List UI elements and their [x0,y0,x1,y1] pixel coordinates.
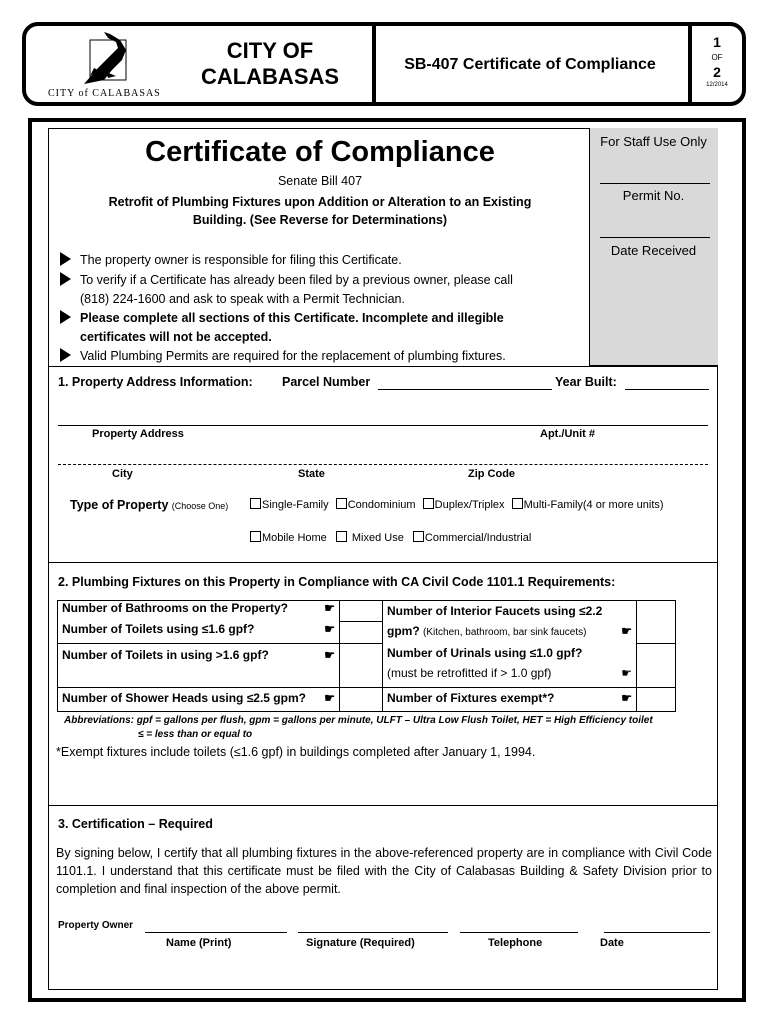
city-state-zip-field[interactable] [58,464,708,465]
certification-text: By signing below, I certify that all plumbing fixtures in the above-referenced property are in compliance with Civil Code 1101.1. I understand that this certificate must be filed with the City of Calabasas Building & Safety Division prior to completion and final inspection of the above permit. [56,846,712,896]
property-type-row [70,498,228,512]
city-name [180,38,360,90]
multi-family-label: Multi-Family(4 or more units) [523,499,664,511]
city-name-line2: CALABASAS [200,64,340,89]
parcel-number-field[interactable] [378,389,552,390]
duplex-triplex-checkbox[interactable] [423,498,434,509]
commercial-industrial-label: Commercial/Industrial [424,532,532,544]
mobile-home-label: Mobile Home [262,532,327,544]
pointing-hand-icon: ☛ [324,647,335,662]
permit-number-label: Permit No. [622,188,685,203]
toilets-low-label: Number of Toilets using ≤1.6 gpf? [62,621,255,636]
name-print-label: Name (Print) [166,937,232,949]
property-type-label: Type of Property [70,498,169,512]
property-owner-label: Property Owner [58,920,134,931]
faucets-label: Number of Interior Faucets using ≤2.2 [387,604,603,618]
urinals-field[interactable] [637,643,676,687]
section-divider [48,366,718,367]
toilets-high-label: Number of Toilets in using >1.6 gpf? [62,647,269,662]
urinals-hint: (must be retrofitted if > 1.0 gpf) [387,666,552,680]
header-divider [372,26,376,102]
pointing-hand-icon: ☛ [324,601,335,615]
bullet-item [60,309,580,327]
telephone-label: Telephone [488,937,543,949]
owner-name-field[interactable] [145,932,287,933]
multi-family-checkbox[interactable] [512,498,523,509]
commercial-industrial-checkbox[interactable] [413,531,424,542]
single-family-label: Single-Family [262,499,329,511]
certificate-subtitle [80,193,560,229]
property-address-field[interactable] [58,425,708,426]
subtitle-line2: Building. (See Reverse for Determinations) [192,213,448,227]
property-address-label: Property Address [92,428,184,440]
exempt-field[interactable] [637,687,676,711]
state-label: State [298,468,325,480]
page-number: 1 [713,34,721,50]
property-type-hint: (Choose One) [171,501,229,511]
toilets-high-field[interactable] [340,643,383,687]
bullet-text: Valid Plumbing Permits are required for the replacement of plumbing fixtures. [80,349,506,363]
bullet-text: To verify if a Certificate has already been filed by a previous owner, please call [80,273,513,287]
bullet-arrow-icon [60,252,71,266]
section-divider [48,805,718,806]
pointing-hand-icon: ☛ [621,666,632,680]
urinals-label: Number of Urinals using ≤1.0 gpf? [387,646,583,660]
faucets-field[interactable] [637,601,676,644]
duplex-triplex-label: Duplex/Triplex [434,499,505,511]
pointing-hand-icon: ☛ [324,621,335,636]
parcel-number-label: Parcel Number [282,375,371,389]
property-type-options [250,498,664,511]
page-of: OF [711,53,723,62]
bullet-continuation: certificates will not be accepted. [80,330,272,344]
single-family-checkbox[interactable] [250,498,261,509]
senate-bill: Senate Bill 407 [277,174,363,188]
shower-heads-label: Number of Shower Heads using ≤2.5 gpm? [62,690,306,705]
section2-heading: 2. Plumbing Fixtures on this Property in Compliance with CA Civil Code 1101.1 Requirements: [58,575,616,589]
year-built-label: Year Built: [555,375,617,389]
apt-unit-label: Apt./Unit # [540,428,595,440]
exempt-label: Number of Fixtures exempt*? [387,690,555,705]
page-total: 2 [713,64,721,80]
staff-use-title: For Staff Use Only [600,134,707,149]
year-built-field[interactable] [625,389,709,390]
exempt-fixtures-note: *Exempt fixtures include toilets (≤1.6 gpf) in buildings completed after January 1, 1994. [56,745,536,759]
pointing-hand-icon: ☛ [324,690,335,705]
section1-heading: 1. Property Address Information: [58,375,253,389]
bullet-text: The property owner is responsible for filing this Certificate. [80,253,402,267]
bullet-item [60,271,580,289]
bullet-text: Please complete all sections of this Certificate. Incomplete and illegible [80,311,504,325]
date-label: Date [600,937,624,949]
bullet-item [60,347,580,365]
bathrooms-field[interactable] [340,601,383,622]
abbreviations-note [64,714,704,742]
section-divider [48,562,718,563]
owner-telephone-field[interactable] [460,932,578,933]
abbreviations-line1: Abbreviations: gpf = gallons per flush, gpm = gallons per minute, ULFT – Ultra Low Flush Toilet, HET = High Efficiency toilet [64,715,653,726]
date-received-line[interactable] [600,237,710,238]
property-type-options-row2 [250,531,531,544]
logo-text: CITY of CALABASAS [48,88,161,99]
bathrooms-label: Number of Bathrooms on the Property? [62,601,289,615]
city-name-line1: CITY OF [226,38,314,63]
zip-code-label: Zip Code [468,468,516,480]
pointing-hand-icon: ☛ [621,624,632,638]
bullet-arrow-icon [60,348,71,362]
mobile-home-checkbox[interactable] [250,531,261,542]
abbreviations-line2: ≤ = less than or equal to [138,729,253,740]
document-title: SB-407 Certificate of Compliance [404,56,656,73]
permit-number-line[interactable] [600,183,710,184]
section3-heading: 3. Certification – Required [58,817,213,831]
subtitle-line1: Retrofit of Plumbing Fixtures upon Addition or Alteration to an Existing [108,195,532,209]
bullet-continuation: (818) 224-1600 and ask to speak with a Permit Technician. [80,292,405,306]
owner-date-field[interactable] [604,932,710,933]
pointing-hand-icon: ☛ [621,690,632,705]
shower-heads-field[interactable] [340,687,383,711]
fixtures-table [57,600,676,712]
bullet-arrow-icon [60,310,71,324]
bullet-item [60,251,580,269]
mixed-use-label: Mixed Use [351,532,404,544]
toilets-low-field[interactable] [340,622,383,643]
condominium-checkbox[interactable] [336,498,347,509]
mixed-use-checkbox[interactable] [336,531,347,542]
faucets-hint: (Kitchen, bathroom, bar sink faucets) [423,627,587,638]
faucets-label-cont: gpm? [387,624,420,638]
date-received-label: Date Received [610,243,697,258]
revision-date: 12/2014 [706,82,728,88]
condominium-label: Condominium [347,499,416,511]
owner-signature-field[interactable] [298,932,448,933]
bullet-arrow-icon [60,272,71,286]
city-label: City [112,468,133,480]
certificate-title: Certificate of Compliance [145,136,495,168]
signature-label: Signature (Required) [306,937,415,949]
